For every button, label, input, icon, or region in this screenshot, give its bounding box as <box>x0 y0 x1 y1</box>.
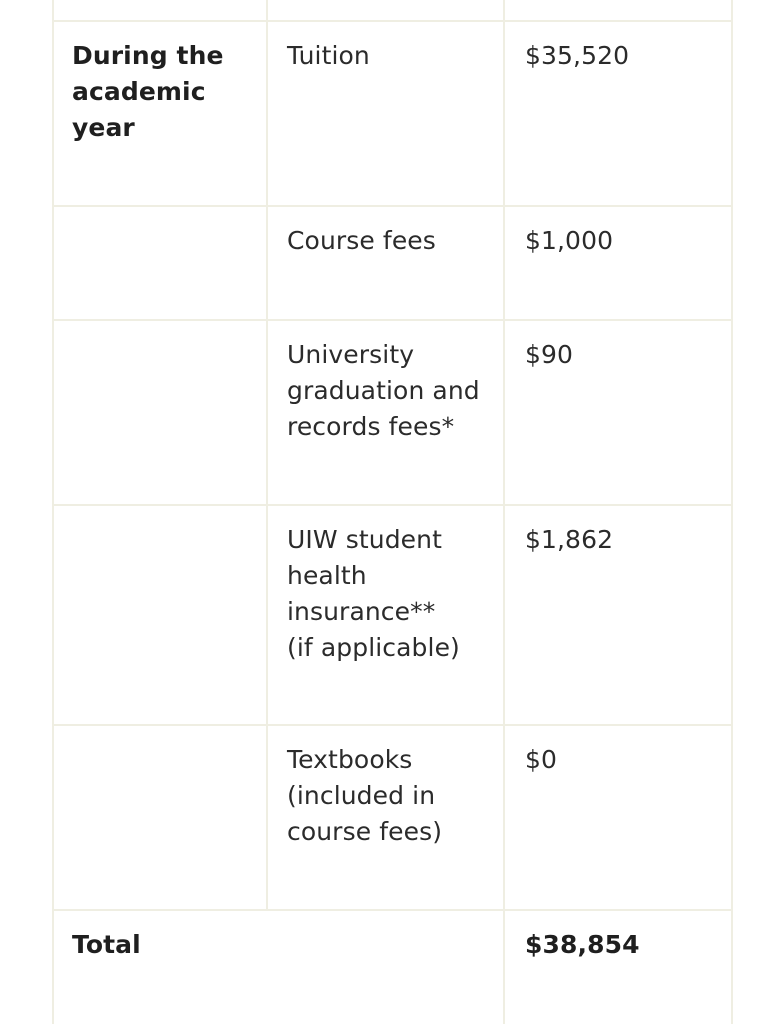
row-divider-4 <box>52 724 733 726</box>
row-item-course-fees: Course fees <box>287 226 436 255</box>
row-divider-2 <box>52 319 733 321</box>
row-item-textbooks: Textbooks (included in course fees) <box>287 745 443 846</box>
section-label: During the academic year <box>72 41 224 142</box>
total-label: Total <box>72 930 141 959</box>
table-border-right <box>731 0 733 1024</box>
row-divider-top <box>52 20 733 22</box>
row-amount-tuition: $35,520 <box>525 41 630 70</box>
row-divider-5 <box>52 909 733 911</box>
cost-table <box>52 0 733 1024</box>
total-amount: $38,854 <box>525 930 640 959</box>
table-border-col2 <box>503 0 505 1024</box>
table-border-col1 <box>266 0 268 910</box>
row-amount-textbooks: $0 <box>525 745 558 774</box>
table-border-left <box>52 0 54 1024</box>
row-divider-1 <box>52 205 733 207</box>
row-item-tuition: Tuition <box>287 41 370 70</box>
row-amount-course-fees: $1,000 <box>525 226 614 255</box>
row-amount-health-insurance: $1,862 <box>525 525 614 554</box>
row-divider-3 <box>52 504 733 506</box>
row-amount-graduation-fees: $90 <box>525 340 574 369</box>
row-item-health-insurance: UIW student health insurance** (if applicable) <box>287 525 460 662</box>
row-item-graduation-fees: University graduation and records fees* <box>287 340 480 441</box>
